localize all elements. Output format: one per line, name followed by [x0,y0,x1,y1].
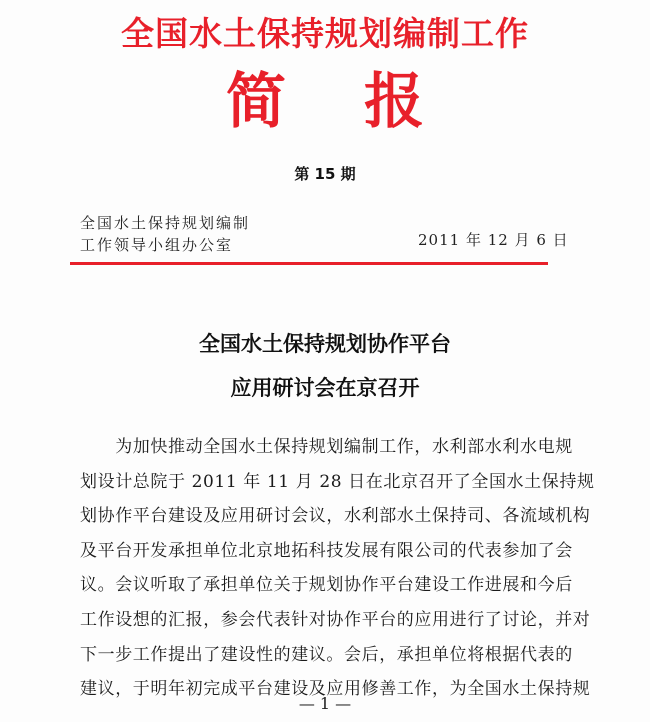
red-divider-line [70,262,548,265]
publisher-line-2: 工作领导小组办公室 [80,236,234,254]
body-line: 议。会议听取了承担单位关于规划协作平台建设工作进展和今后 [80,575,573,596]
article-title-line-2: 应用研讨会在京召开 [230,376,420,400]
page-number: — 1 — [298,694,352,713]
body-line: 及平台开发承担单位北京地拓科技发展有限公司的代表参加了会 [80,540,573,561]
masthead-organization: 全国水土保持规划编制工作 [121,14,529,53]
body-line: 为加快推动全国水土保持规划编制工作，水利部水利水电规 [80,437,573,457]
masthead-title: 简报 [226,67,502,137]
body-line: 下一步工作提出了建设性的建议。会后，承担单位将根据代表的 [80,644,573,665]
publisher [80,212,250,256]
issue-number: 第 15 期 [294,165,356,183]
body-line: 划设计总院于 2011 年 11 月 28 日在北京召开了全国水土保持规 [80,471,595,492]
publication-date: 2011 年 12 月 6 日 [418,231,569,249]
article-title-line-1: 全国水土保持规划协作平台 [199,332,451,356]
body-line: 建议，于明年初完成平台建设及应用修善工作，为全国水土保持规 [80,679,591,700]
article-body [80,430,595,707]
body-line: 工作设想的汇报，参会代表针对协作平台的应用进行了讨论，并对 [80,609,591,630]
body-line: 划协作平台建设及应用研讨会议，水利部水土保持司、各流域机构 [80,506,591,527]
publisher-line-1: 全国水土保持规划编制 [80,214,251,232]
